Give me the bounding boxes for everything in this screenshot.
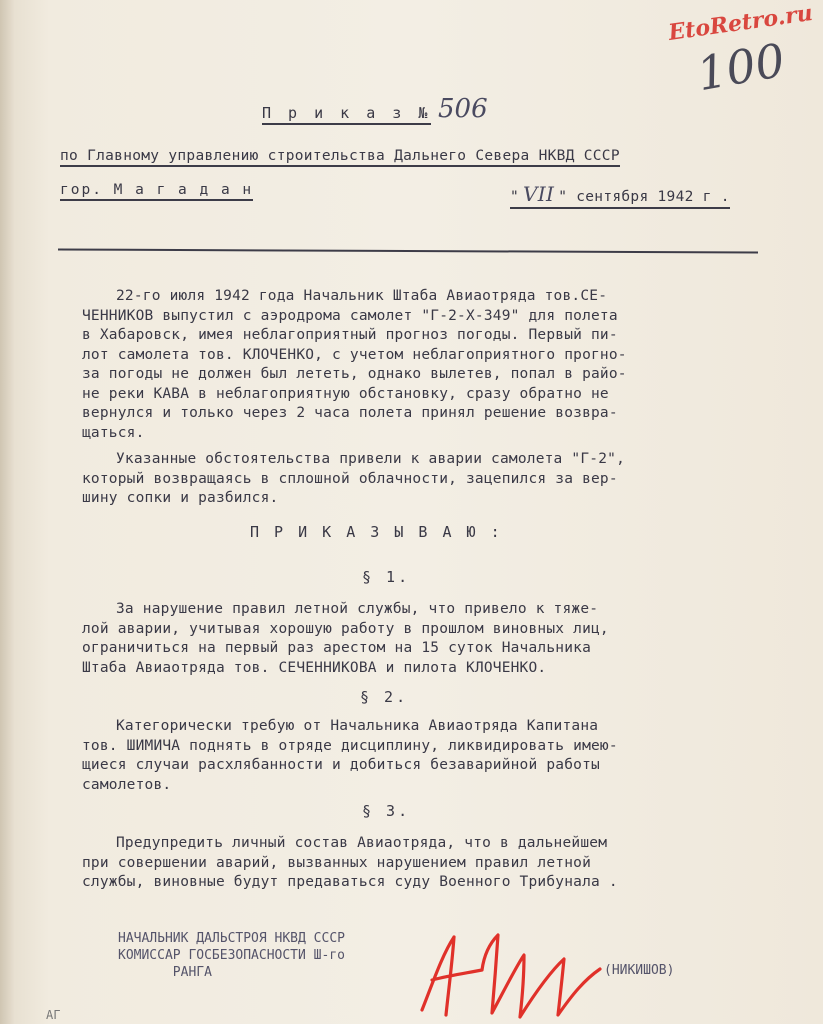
paragraph-line: щиеся случаи расхлябанности и добиться безаварийной работы: [82, 757, 600, 773]
paragraph-line: службы, виновные будут предаваться суду Военного Трибунала .: [82, 874, 618, 890]
section-3-text: [82, 834, 772, 893]
paragraph-line: лой аварии, учитывая хорошую работу в прошлом виновных лиц,: [82, 620, 609, 637]
paragraph-line: Категорически требую от Начальника Авиаотряда Капитана: [116, 718, 599, 734]
paragraph-line: лот самолета тов. КЛОЧЕНКО, с учетом неблагоприятного прогно-: [82, 346, 627, 363]
intro-paragraph-2: [82, 450, 772, 509]
section-3-mark: § 3.: [362, 802, 411, 820]
order-number: 506: [438, 94, 488, 124]
section-2-mark: § 2.: [360, 688, 409, 706]
signature-line: НАЧАЛЬНИК ДАЛЬСТРОЯ НКВД СССР: [118, 931, 345, 946]
paragraph-line: Указанные обстоятельства привели к аварии самолета "Г-2",: [116, 451, 625, 467]
signatory-name: (НИКИШОВ): [604, 963, 675, 978]
signature-line: РАНГА: [118, 965, 212, 980]
paragraph-line: Штаба Авиаотряда тов. СЕЧЕННИКОВА и пилота КЛОЧЕНКО.: [82, 659, 547, 676]
date-day: VII: [523, 182, 555, 206]
section-2-text: [82, 717, 772, 795]
watermark-logo: EtoRetro.ru: [666, 0, 815, 46]
paragraph-line: ограничиться на первый раз арестом на 15 суток Начальника: [82, 640, 591, 656]
date-prefix: ": [510, 189, 520, 205]
paragraph-line: За нарушение правил летной службы, что привело к тяже-: [116, 601, 599, 617]
date-rest: " сентября 1942 г .: [558, 189, 730, 205]
paragraph-line: за погоды не должен был лететь, однако вылетев, попал в райо-: [82, 366, 627, 382]
paragraph-line: ЧЕННИКОВ выпустил с аэродрома самолет "Г-2-Х-349" для полета: [82, 307, 618, 324]
organization-line: по Главному управлению строительства Дальнего Севера НКВД СССР: [60, 148, 620, 167]
handwritten-signature: [412, 925, 612, 1024]
paragraph-line: который возвращаясь в сплошной облачности, зацепился за вер-: [82, 470, 618, 487]
section-1-mark: § 1.: [362, 568, 411, 586]
paragraph-line: Предупредить личный состав Авиаотряда, что в дальнейшем: [116, 835, 608, 851]
paragraph-line: тов. ШИМИЧА поднять в отряде дисциплину, ликвидировать имею-: [82, 737, 618, 754]
paragraph-line: 22-го июля 1942 года Начальник Штаба Авиаотряда тов.СЕ-: [116, 288, 608, 304]
signature-title-block: [118, 930, 345, 981]
paragraph-line: не реки КАВА в неблагоприятную обстановку, сразу обратно не: [82, 385, 609, 402]
paragraph-line: щаться.: [82, 424, 145, 441]
paragraph-line: самолетов.: [82, 776, 172, 793]
footer-code: АГ: [46, 1008, 61, 1022]
intro-paragraph-1: [82, 287, 772, 443]
header-divider: [58, 248, 758, 253]
paragraph-line: шину сопки и разбился.: [82, 490, 279, 506]
signature-line: КОМИССАР ГОСБЕЗОПАСНОСТИ Ш-го: [118, 948, 345, 963]
order-title: П р и к а з №: [262, 104, 431, 125]
city-line: гор. М а г а д а н: [60, 182, 253, 201]
paragraph-line: при совершении аварий, вызванных нарушением правил летной: [82, 854, 591, 871]
paragraph-line: вернулся и только через 2 часа полета принял решение возвра-: [82, 405, 618, 421]
order-heading: П Р И К А З Ы В А Ю :: [250, 523, 503, 541]
paragraph-line: в Хабаровск, имея неблагоприятный прогноз погоды. Первый пи-: [82, 327, 618, 343]
section-1-text: [82, 600, 772, 678]
date-line: [510, 182, 730, 209]
archive-page-number: 100: [693, 32, 790, 102]
